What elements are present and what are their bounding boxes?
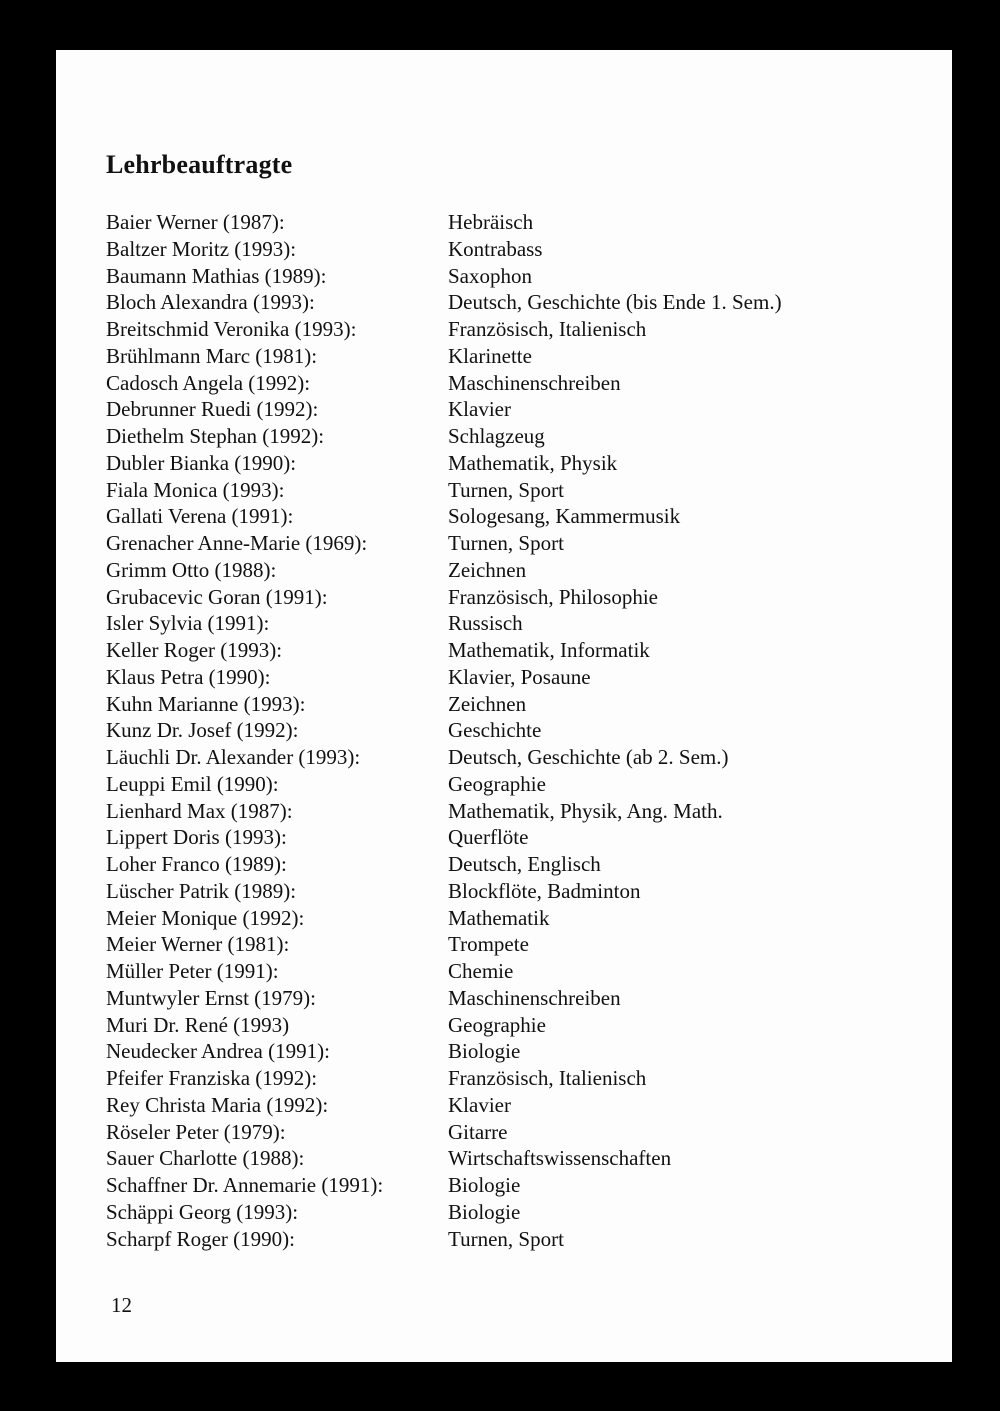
teacher-name: Müller Peter (1991): xyxy=(106,959,279,983)
teacher-name: Diethelm Stephan (1992): xyxy=(106,424,325,448)
teacher-subject: Mathematik, Informatik xyxy=(448,638,650,662)
teacher-subject: Schlagzeug xyxy=(448,424,545,448)
teacher-name: Sauer Charlotte (1988): xyxy=(106,1146,305,1171)
teacher-name: Kunz Dr. Josef (1992): xyxy=(106,718,299,743)
teacher-subject: Blockflöte, Badminton xyxy=(448,878,641,903)
teacher-subject: Biologie xyxy=(448,1039,521,1064)
teacher-subject: Geschichte xyxy=(448,718,542,743)
teacher-name: Dubler Bianka (1990): xyxy=(106,450,297,475)
list-item xyxy=(106,236,906,263)
list-item xyxy=(106,1226,906,1253)
teacher-name: Breitschmid Veronika (1993): xyxy=(106,317,357,341)
teacher-subject: Klavier xyxy=(448,397,511,422)
teacher-name: Grimm Otto (1988): xyxy=(106,557,277,582)
teacher-subject: Turnen, Sport xyxy=(448,477,564,502)
list-item xyxy=(106,584,906,611)
list-item xyxy=(106,851,906,878)
list-item xyxy=(106,263,906,290)
teacher-subject: Maschinenschreiben xyxy=(448,370,621,395)
list-item xyxy=(106,637,906,664)
list-item xyxy=(106,1199,906,1226)
list-item xyxy=(106,477,906,504)
teacher-subject: Geographie xyxy=(448,1012,546,1037)
list-item xyxy=(106,1065,906,1092)
teacher-name: Grubacevic Goran (1991): xyxy=(106,584,328,609)
teacher-name: Grenacher Anne-Marie (1969): xyxy=(106,531,368,555)
list-item xyxy=(106,691,906,718)
teacher-subject: Turnen, Sport xyxy=(448,531,564,555)
teacher-subject: Kontrabass xyxy=(448,236,543,261)
list-item xyxy=(106,289,906,316)
list-item xyxy=(106,878,906,905)
teacher-name: Lüscher Patrik (1989): xyxy=(106,878,297,903)
teacher-subject: Französisch, Italienisch xyxy=(448,317,647,341)
teacher-name: Muri Dr. René (1993) xyxy=(106,1012,290,1037)
teacher-subject: Maschinenschreiben xyxy=(448,985,621,1010)
teacher-name: Keller Roger (1993): xyxy=(106,638,283,662)
teacher-subject: Wirtschaftswissenschaften xyxy=(448,1146,672,1171)
entry-list xyxy=(106,209,906,1252)
teacher-subject: Zeichnen xyxy=(448,557,527,582)
teacher-subject: Deutsch, Geschichte (bis Ende 1. Sem.) xyxy=(448,290,782,315)
teacher-subject: Zeichnen xyxy=(448,691,527,716)
teacher-subject: Sologesang, Kammermusik xyxy=(448,504,681,529)
teacher-subject: Querflöte xyxy=(448,825,529,850)
list-item xyxy=(106,396,906,423)
teacher-name: Rey Christa Maria (1992): xyxy=(106,1092,329,1117)
list-item xyxy=(106,824,906,851)
teacher-subject: Mathematik, Physik xyxy=(448,450,618,475)
teacher-subject: Klavier, Posaune xyxy=(448,664,591,689)
document-page xyxy=(56,50,952,1362)
list-item xyxy=(106,343,906,370)
list-item xyxy=(106,1012,906,1039)
list-item xyxy=(106,209,906,236)
teacher-name: Lienhard Max (1987): xyxy=(106,798,293,823)
list-item xyxy=(106,1145,906,1172)
teacher-name: Meier Monique (1992): xyxy=(106,905,305,930)
list-item xyxy=(106,610,906,637)
list-item xyxy=(106,1092,906,1119)
teacher-subject: Russisch xyxy=(448,611,523,636)
list-item xyxy=(106,771,906,798)
teacher-name: Debrunner Ruedi (1992): xyxy=(106,397,319,422)
teacher-name: Muntwyler Ernst (1979): xyxy=(106,985,316,1010)
teacher-name: Schäppi Georg (1993): xyxy=(106,1199,299,1224)
list-item xyxy=(106,985,906,1012)
teacher-subject: Mathematik xyxy=(448,905,550,930)
list-item xyxy=(106,717,906,744)
list-item xyxy=(106,664,906,691)
teacher-subject: Chemie xyxy=(448,959,514,983)
teacher-name: Leuppi Emil (1990): xyxy=(106,771,279,796)
teacher-name: Kuhn Marianne (1993): xyxy=(106,691,306,716)
list-item xyxy=(106,557,906,584)
teacher-name: Baumann Mathias (1989): xyxy=(106,263,327,288)
teacher-name: Baier Werner (1987): xyxy=(106,210,285,234)
page-number: 12 xyxy=(111,1293,132,1317)
teacher-subject: Hebräisch xyxy=(448,210,534,234)
list-item xyxy=(106,744,906,771)
teacher-name: Bloch Alexandra (1993): xyxy=(106,290,315,315)
teacher-name: Fiala Monica (1993): xyxy=(106,477,285,502)
page-title: Lehrbeauftragte xyxy=(106,150,293,179)
teacher-subject: Turnen, Sport xyxy=(448,1226,564,1251)
teacher-subject: Geographie xyxy=(448,771,546,796)
list-item xyxy=(106,958,906,985)
list-item xyxy=(106,423,906,450)
teacher-name: Pfeifer Franziska (1992): xyxy=(106,1066,318,1090)
list-item xyxy=(106,1172,906,1199)
list-item xyxy=(106,931,906,958)
list-item xyxy=(106,798,906,825)
teacher-name: Isler Sylvia (1991): xyxy=(106,611,270,636)
teacher-name: Meier Werner (1981): xyxy=(106,932,290,957)
list-item xyxy=(106,450,906,477)
teacher-subject: Französisch, Italienisch xyxy=(448,1066,647,1090)
teacher-subject: Klarinette xyxy=(448,343,532,368)
teacher-name: Läuchli Dr. Alexander (1993): xyxy=(106,745,361,769)
teacher-subject: Trompete xyxy=(448,932,529,957)
list-item xyxy=(106,905,906,932)
list-item xyxy=(106,503,906,530)
teacher-subject: Biologie xyxy=(448,1199,521,1224)
teacher-subject: Klavier xyxy=(448,1092,511,1117)
teacher-subject: Gitarre xyxy=(448,1119,508,1144)
list-item xyxy=(106,1119,906,1146)
list-item xyxy=(106,530,906,557)
teacher-name: Scharpf Roger (1990): xyxy=(106,1226,295,1251)
teacher-subject: Französisch, Philosophie xyxy=(448,584,658,609)
teacher-name: Brühlmann Marc (1981): xyxy=(106,343,318,368)
list-item xyxy=(106,1038,906,1065)
list-item xyxy=(106,370,906,397)
teacher-subject: Deutsch, Englisch xyxy=(448,852,601,876)
teacher-subject: Deutsch, Geschichte (ab 2. Sem.) xyxy=(448,745,729,769)
teacher-name: Schaffner Dr. Annemarie (1991): xyxy=(106,1173,384,1197)
list-item xyxy=(106,316,906,343)
teacher-name: Gallati Verena (1991): xyxy=(106,504,294,529)
teacher-name: Baltzer Moritz (1993): xyxy=(106,236,297,261)
teacher-name: Neudecker Andrea (1991): xyxy=(106,1039,330,1064)
teacher-subject: Saxophon xyxy=(448,263,532,288)
teacher-name: Röseler Peter (1979): xyxy=(106,1119,286,1144)
teacher-name: Loher Franco (1989): xyxy=(106,852,287,876)
teacher-subject: Mathematik, Physik, Ang. Math. xyxy=(448,798,723,823)
teacher-subject: Biologie xyxy=(448,1173,521,1197)
teacher-name: Lippert Doris (1993): xyxy=(106,825,287,850)
teacher-name: Klaus Petra (1990): xyxy=(106,664,271,689)
teacher-name: Cadosch Angela (1992): xyxy=(106,370,311,395)
